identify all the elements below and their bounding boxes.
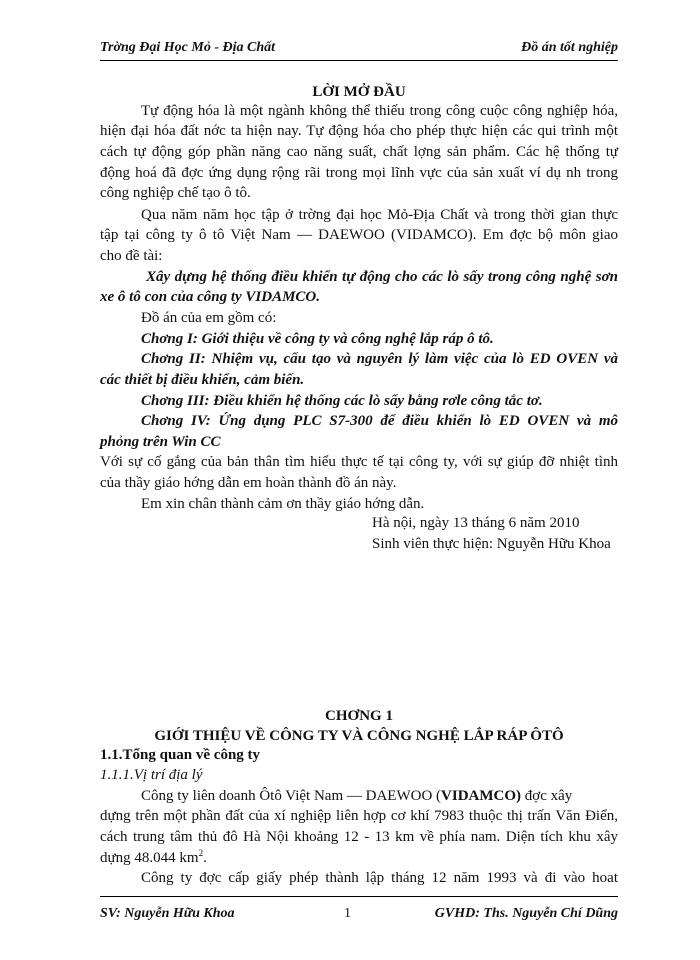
preface-line: Với sự cố gắng của bản thân tìm hiểu thực tế tại công ty, với sự giúp đỡ nhiệt tình — [100, 454, 618, 470]
preface-line: cách tự động góp phần năng cao năng suất, chất lợng sản phẩm. Các hệ thống tự — [100, 144, 618, 160]
chapter-list-item: các thiết bị điều khiển, cảm biến. — [100, 372, 305, 388]
body-line — [141, 786, 618, 806]
body-line — [100, 848, 618, 868]
thesis-topic-line: Xây dựng hệ thống điều khiển tự động cho các lò sấy trong công nghệ sơn — [146, 269, 618, 285]
chapter-title: GIỚI THIỆU VỀ CÔNG TY VÀ CÔNG NGHỆ LẮP RÁP ÔTÔ — [154, 728, 564, 744]
page-footer — [100, 896, 618, 923]
preface-line: Tự động hóa là một ngành không thể thiếu trong công cuộc công nghiệp hóa, — [141, 103, 618, 119]
body-text: Công ty liên doanh Ôtô Việt Nam — DAEWOO ( — [141, 788, 442, 804]
preface-line: Em xin chân thành cảm ơn thầy giáo hớng dẫn. — [141, 496, 425, 512]
header-school: Trờng Đại Học Mỏ - Địa Chất — [100, 40, 276, 55]
preface-line: Đồ án của em gồm có: — [141, 310, 277, 326]
chapter-list-item: Chơng II: Nhiệm vụ, cấu tạo và nguyên lý làm việc của lò ED OVEN và — [141, 351, 618, 367]
company-abbr: VIDAMCO) — [441, 788, 522, 804]
signature-line: Sinh viên thực hiện: Nguyễn Hữu Khoa — [372, 536, 611, 552]
chapter-list-item: Chơng III: Điều khiển hệ thống các lò sấy bằng rơle công tắc tơ. — [141, 393, 543, 409]
body-text: . — [203, 850, 207, 866]
date-line: Hà nội, ngày 13 tháng 6 năm 2010 — [372, 515, 580, 531]
preface-line: Qua năm năm học tập ở trờng đại học Mỏ-Địa Chất và trong thời gian thực — [141, 207, 618, 223]
thesis-topic-line: xe ô tô con của công ty VIDAMCO. — [100, 289, 321, 305]
chapter-label: CHƠNG 1 — [325, 708, 393, 724]
body-line: dựng trên một phần đất của xí nghiệp liên hợp cơ khí 7983 thuộc thị trấn Văn Điển, — [100, 808, 618, 824]
subsection-heading: 1.1.1.Vị trí địa lý — [100, 767, 203, 783]
body-line: cách trung tâm thủ đô Hà Nội khoảng 12 - 13 km về phía nam. Diện tích khu xây — [100, 829, 618, 845]
body-text: đợc xây — [521, 788, 573, 804]
preface-line: cho đề tài: — [100, 248, 163, 264]
chapter-list-item: Chơng IV: Ứng dụng PLC S7-300 để điều khiển lò ED OVEN và mô — [141, 413, 618, 429]
page-number: 1 — [344, 906, 351, 921]
preface-line: của thầy giáo hớng dẫn em hoàn thành đồ án này. — [100, 475, 397, 491]
superscript: 2 — [198, 848, 204, 858]
preface-line: công nghiệp chế tạo ô tô. — [100, 185, 251, 201]
footer-student: SV: Nguyễn Hữu Khoa — [100, 906, 235, 921]
section-heading: 1.1.Tổng quan về công ty — [100, 747, 261, 763]
footer-supervisor: GVHD: Ths. Nguyễn Chí Dũng — [434, 906, 618, 921]
header-doc-type: Đồ án tốt nghiệp — [521, 40, 618, 55]
preface-title: LỜI MỞ ĐẦU — [312, 84, 406, 100]
page-header — [100, 38, 618, 61]
body-line: Công ty đợc cấp giấy phép thành lập tháng 12 năm 1993 và đi vào hoat — [141, 870, 618, 886]
preface-line: hiện đại hóa đất nớc ta hiện nay. Tự động hóa cho phép thực hiện các qui trình một — [100, 123, 618, 139]
chapter-list-item: phỏng trên Win CC — [100, 434, 221, 450]
body-text: dựng 48.044 km — [100, 850, 199, 866]
preface-line: động hoá đã đợc ứng dụng rộng rãi trong mọi lĩnh vực của sản xuất ví dụ nh trong — [100, 165, 618, 181]
chapter-list-item: Chơng I: Giới thiệu về công ty và công nghệ lắp ráp ô tô. — [141, 331, 494, 347]
preface-line: tập tại công ty ô tô Việt Nam — DAEWOO (VIDAMCO). Em đợc bộ môn giao — [100, 227, 618, 243]
